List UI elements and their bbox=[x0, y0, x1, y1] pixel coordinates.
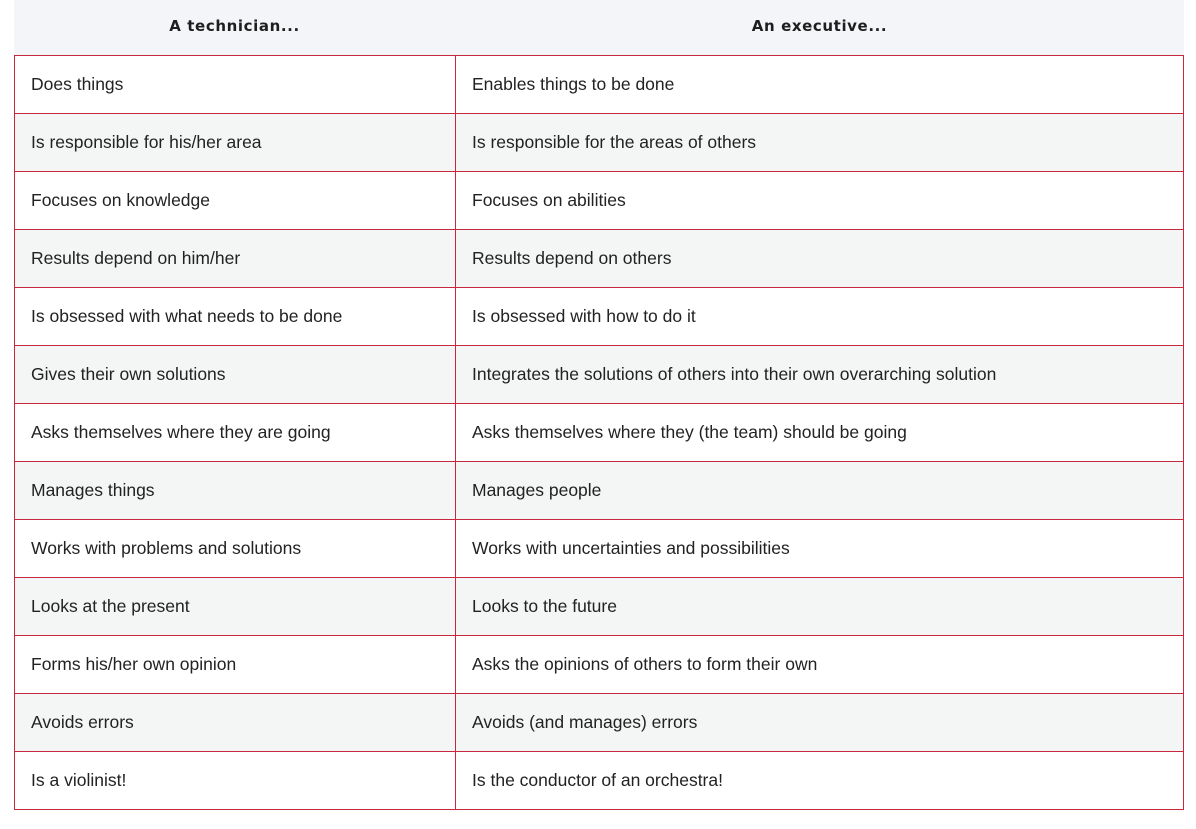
table-header bbox=[14, 0, 1184, 55]
executive-cell: Focuses on abilities bbox=[456, 172, 1184, 230]
technician-cell: Looks at the present bbox=[15, 578, 456, 636]
table-row bbox=[15, 462, 1184, 520]
technician-cell: Results depend on him/her bbox=[15, 230, 456, 288]
executive-cell: Is the conductor of an orchestra! bbox=[456, 752, 1184, 810]
technician-cell: Manages things bbox=[15, 462, 456, 520]
table-row bbox=[15, 172, 1184, 230]
header-executive: An executive... bbox=[751, 16, 888, 35]
table-row bbox=[15, 288, 1184, 346]
executive-cell: Manages people bbox=[456, 462, 1184, 520]
technician-cell: Asks themselves where they are going bbox=[15, 404, 456, 462]
executive-cell: Is responsible for the areas of others bbox=[456, 114, 1184, 172]
technician-cell: Is responsible for his/her area bbox=[15, 114, 456, 172]
executive-cell: Integrates the solutions of others into their own overarching solution bbox=[456, 346, 1184, 404]
executive-cell: Avoids (and manages) errors bbox=[456, 694, 1184, 752]
comparison-table-container bbox=[14, 0, 1184, 810]
table-row bbox=[15, 56, 1184, 114]
table-row bbox=[15, 636, 1184, 694]
executive-cell: Results depend on others bbox=[456, 230, 1184, 288]
table-row bbox=[15, 404, 1184, 462]
table-row bbox=[15, 520, 1184, 578]
table-row bbox=[15, 752, 1184, 810]
executive-cell: Is obsessed with how to do it bbox=[456, 288, 1184, 346]
comparison-table bbox=[14, 55, 1184, 810]
technician-cell: Does things bbox=[15, 56, 456, 114]
table-row bbox=[15, 578, 1184, 636]
executive-cell: Works with uncertainties and possibilities bbox=[456, 520, 1184, 578]
table-row bbox=[15, 114, 1184, 172]
technician-cell: Is obsessed with what needs to be done bbox=[15, 288, 456, 346]
header-technician: A technician... bbox=[169, 16, 300, 35]
executive-cell: Asks themselves where they (the team) should be going bbox=[456, 404, 1184, 462]
table-row bbox=[15, 694, 1184, 752]
executive-cell: Asks the opinions of others to form their own bbox=[456, 636, 1184, 694]
executive-cell: Enables things to be done bbox=[456, 56, 1184, 114]
table-row bbox=[15, 230, 1184, 288]
table-row bbox=[15, 346, 1184, 404]
technician-cell: Gives their own solutions bbox=[15, 346, 456, 404]
technician-cell: Is a violinist! bbox=[15, 752, 456, 810]
executive-cell: Looks to the future bbox=[456, 578, 1184, 636]
technician-cell: Works with problems and solutions bbox=[15, 520, 456, 578]
technician-cell: Forms his/her own opinion bbox=[15, 636, 456, 694]
technician-cell: Focuses on knowledge bbox=[15, 172, 456, 230]
technician-cell: Avoids errors bbox=[15, 694, 456, 752]
